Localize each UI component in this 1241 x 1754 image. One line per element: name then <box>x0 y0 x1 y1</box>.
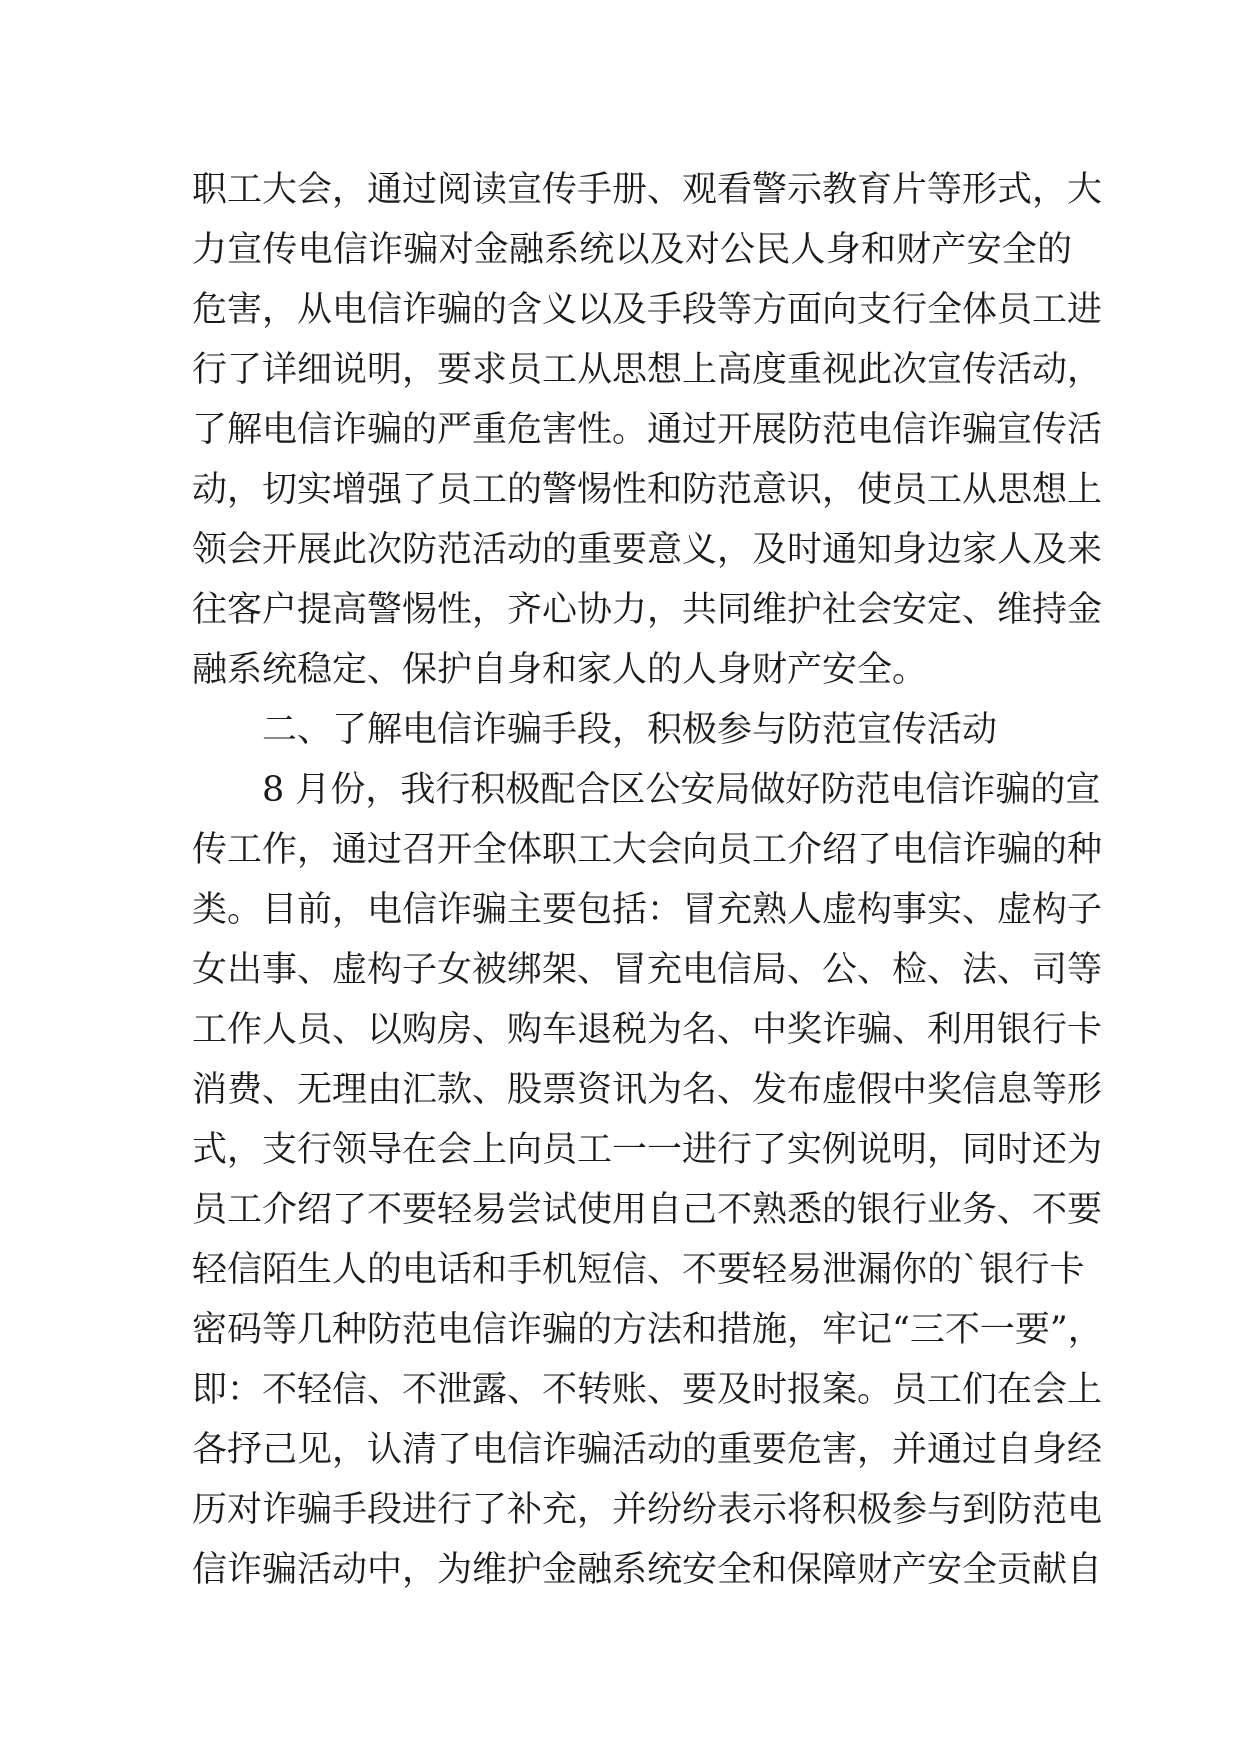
text-line: 历对诈骗手段进行了补充，并纷纷表示将积极参与到防范电 <box>192 1490 1103 1530</box>
text-line: 力宣传电信诈骗对金融系统以及对公民人身和财产安全的 <box>192 230 1072 270</box>
text-line: 危害，从电信诈骗的含义以及手段等方面向支行全体员工进 <box>192 290 1103 330</box>
text-line: 融系统稳定、保护自身和家人的人身财产安全。 <box>192 650 928 690</box>
text-line: 职工大会，通过阅读宣传手册、观看警示教育片等形式，大 <box>192 170 1103 210</box>
text-line: 动，切实增强了员工的警惕性和防范意识，使员工从思想上 <box>192 470 1103 510</box>
text-line: 传工作，通过召开全体职工大会向员工介绍了电信诈骗的种 <box>192 830 1103 870</box>
text-line: 女出事、虚构子女被绑架、冒充电信局、公、检、法、司等 <box>192 950 1103 990</box>
text-line: 轻信陌生人的电话和手机短信、不要轻易泄漏你的`银行卡 <box>192 1250 1085 1290</box>
text-line: 消费、无理由汇款、股票资讯为名、发布虚假中奖信息等形 <box>192 1070 1103 1110</box>
text-line: 行了详细说明，要求员工从思想上高度重视此次宣传活动， <box>192 350 1103 390</box>
text-line: 各抒己见，认清了电信诈骗活动的重要危害，并通过自身经 <box>192 1430 1103 1470</box>
paragraph-1 <box>192 160 1103 700</box>
text-line: 即：不轻信、不泄露、不转账、要及时报案。员工们在会上 <box>192 1370 1103 1410</box>
text-line: 员工介绍了不要轻易尝试使用自己不熟悉的银行业务、不要 <box>192 1190 1103 1230</box>
document-body <box>192 160 1103 1600</box>
paragraph-2 <box>192 760 1103 1600</box>
text-line: 类。目前，电信诈骗主要包括：冒充熟人虚构事实、虚构子 <box>192 890 1103 930</box>
section-heading: 二、了解电信诈骗手段，积极参与防范宣传活动 <box>262 710 998 750</box>
text-line: 密码等几种防范电信诈骗的方法和措施，牢记“三不一要”， <box>192 1310 1103 1350</box>
text-line: 式，支行领导在会上向员工一一进行了实例说明，同时还为 <box>192 1130 1103 1170</box>
text-line: 工作人员、以购房、购车退税为名、中奖诈骗、利用银行卡 <box>192 1010 1103 1050</box>
text-line: 领会开展此次防范活动的重要意义，及时通知身边家人及来 <box>192 530 1103 570</box>
text-line: 信诈骗活动中，为维护金融系统安全和保障财产安全贡献自 <box>192 1550 1103 1590</box>
text-line: 往客户提高警惕性，齐心协力，共同维护社会安定、维持金 <box>192 590 1103 630</box>
text-line: 8 月份，我行积极配合区公安局做好防范电信诈骗的宣 <box>262 770 1101 810</box>
text-line: 了解电信诈骗的严重危害性。通过开展防范电信诈骗宣传活 <box>192 410 1103 450</box>
